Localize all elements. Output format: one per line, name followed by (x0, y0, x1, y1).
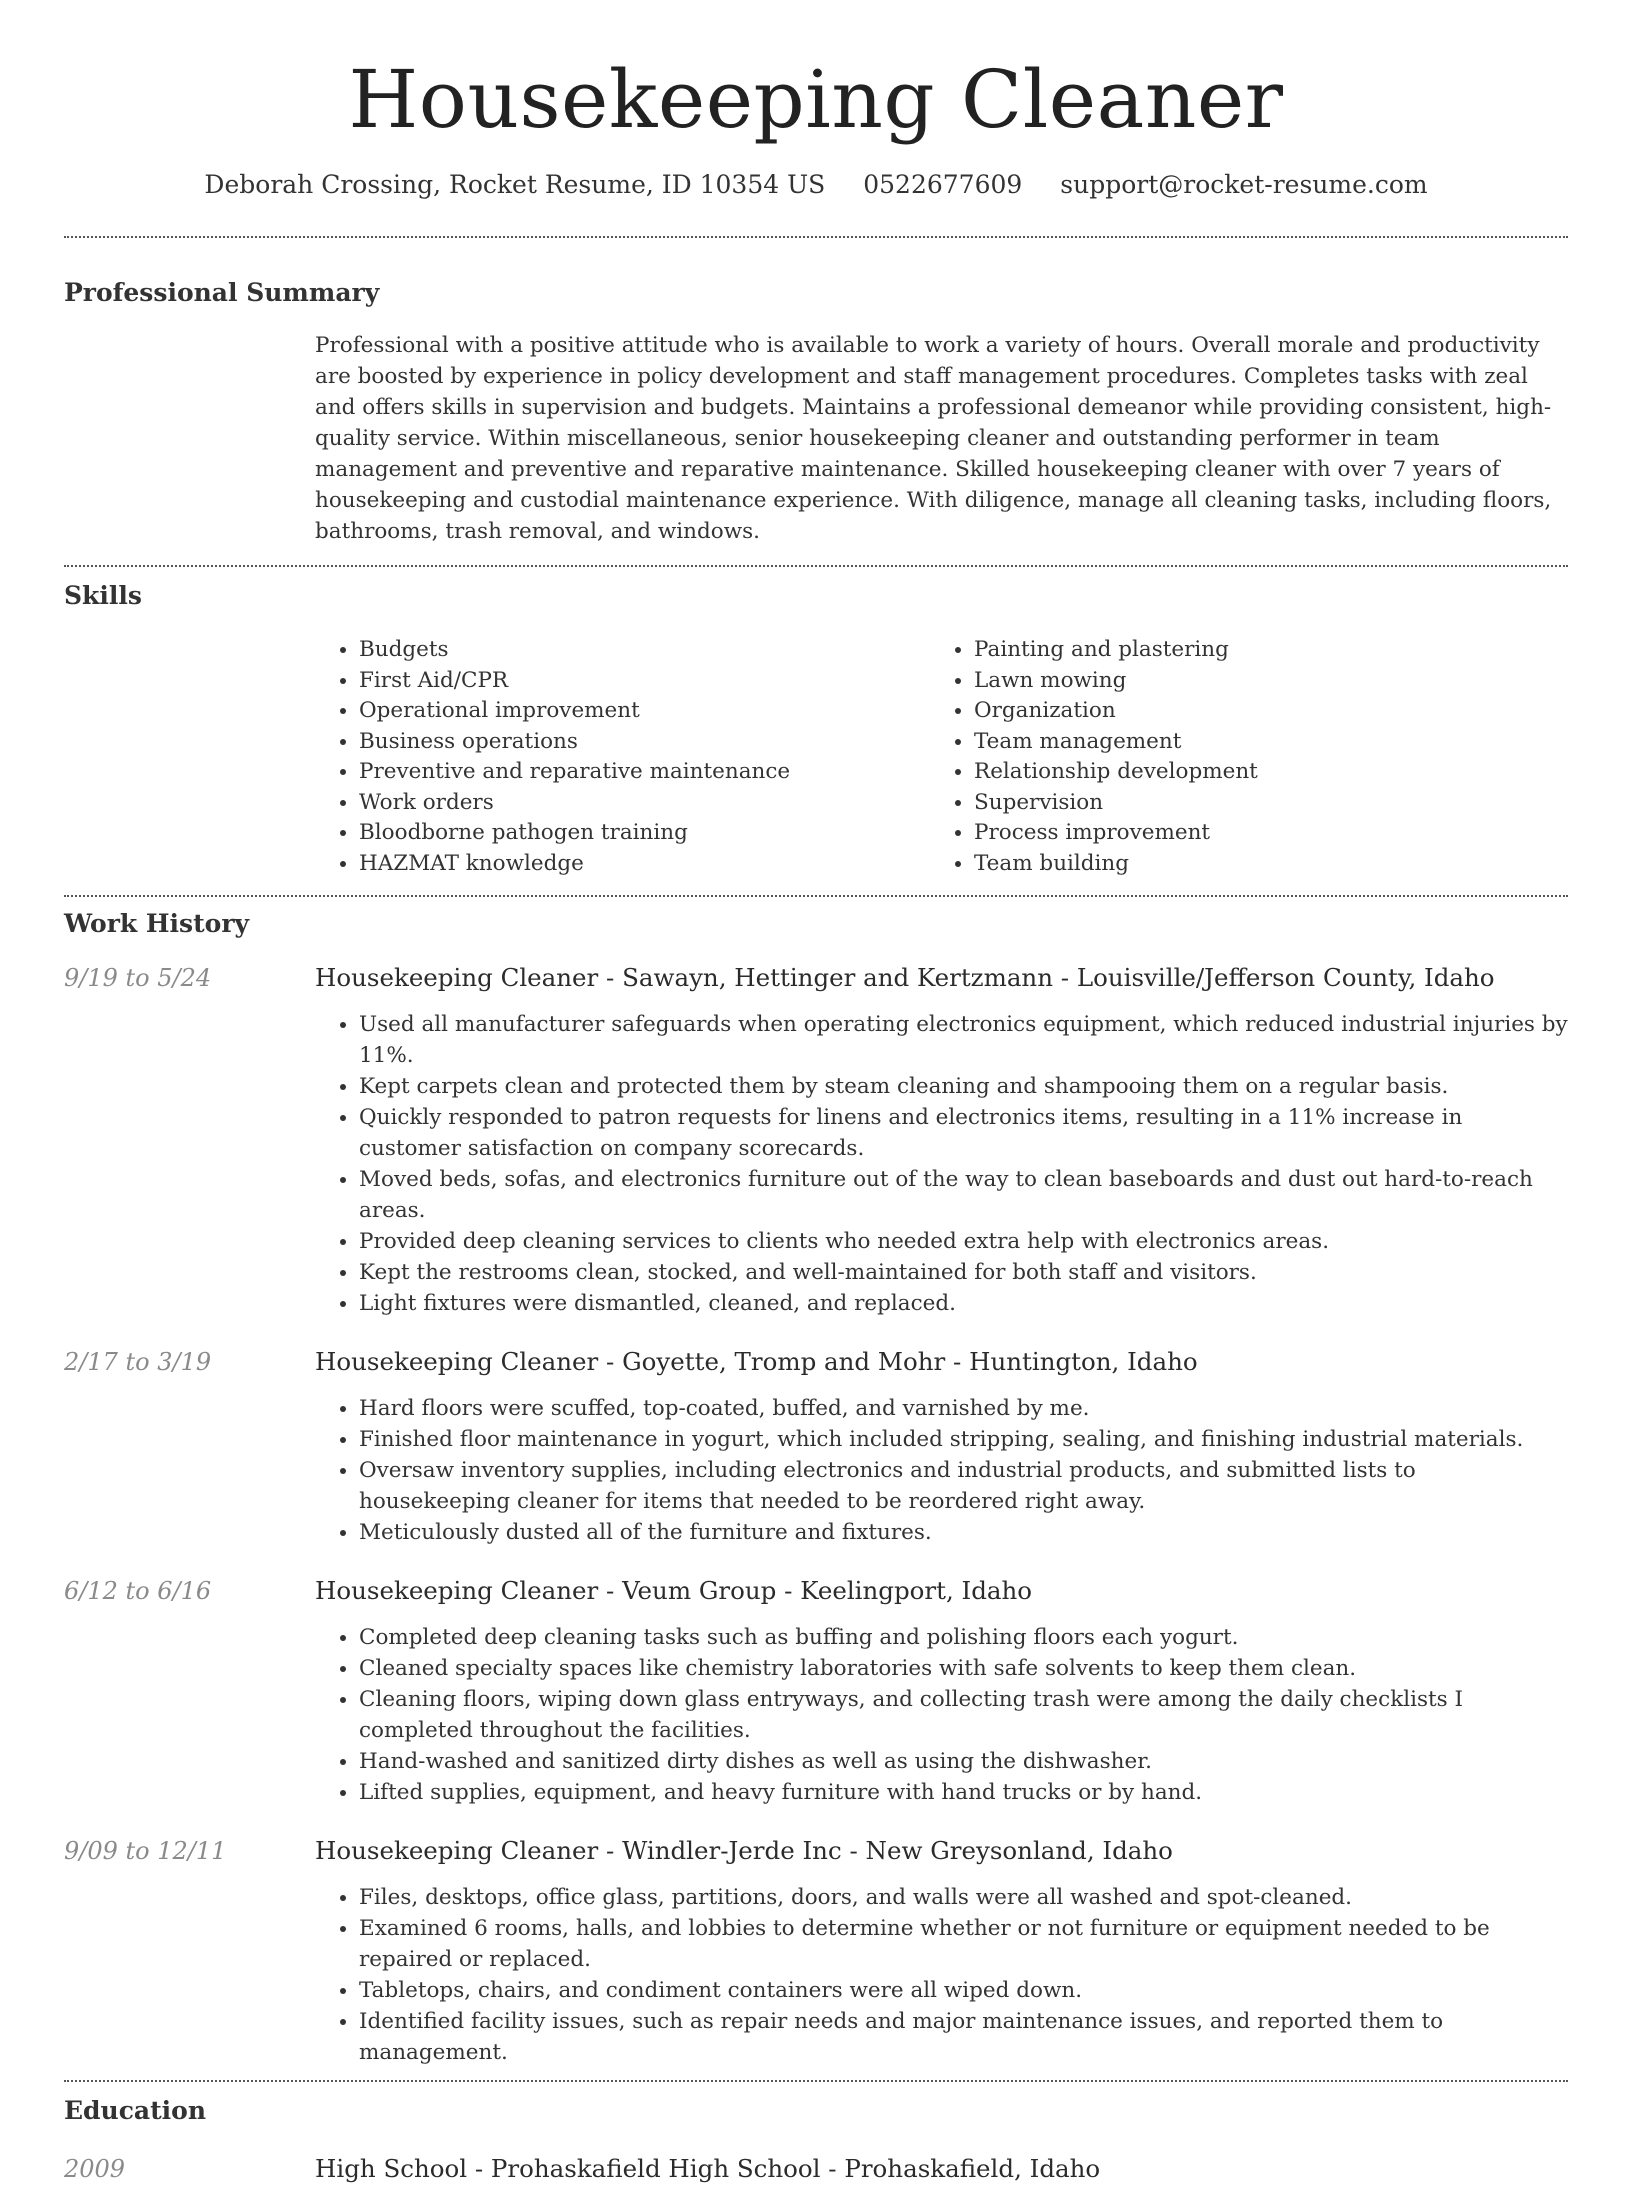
skill-item: • HAZMAT knowledge (359, 849, 930, 880)
resume-name: Housekeeping Cleaner (348, 53, 1284, 146)
job-date: 2/17 to 3/19 (64, 1348, 212, 1376)
job-date: 9/19 to 5/24 (64, 964, 212, 992)
education-title: High School - Prohaskafield High School - Prohaskafield, Idaho (315, 2154, 1101, 2183)
skill-item: • First Aid/CPR (359, 666, 930, 697)
skills-section (64, 579, 1568, 895)
summary-text: Professional with a positive attitude who is available to work a variety of hours. Overall morale and productivity are boosted by experience in policy development and staff management procedures. Completes tasks with zeal and offers skills in supervision and budgets. Maintains a professional demeanor while providing consistent, high-quality service. Within miscellaneous, senior housekeeping cleaner and outstanding performer in team management and preventive and reparative maintenance. Skilled housekeeping cleaner with over 7 years of housekeeping and custodial maintenance experience. With diligence, manage all cleaning tasks, including floors, bathrooms, trash removal, and windows. (315, 333, 1552, 544)
skills-list-left (315, 635, 930, 879)
job-entry (64, 1574, 1568, 1808)
job-list (64, 961, 1568, 2080)
job-title: Housekeeping Cleaner - Sawayn, Hettinger and Kertzmann - Louisville/Jefferson County, Idaho (315, 963, 1495, 992)
job-bullet: • Lifted supplies, equipment, and heavy furniture with hand trucks or by hand. (359, 1777, 1568, 1808)
job-bullet: • Used all manufacturer safeguards when operating electronics equipment, which reduced industrial injuries by 11%. (359, 1009, 1568, 1071)
job-bullet: • Meticulously dusted all of the furniture and fixtures. (359, 1517, 1568, 1548)
job-bullets (315, 1009, 1568, 1319)
skill-item: • Process improvement (974, 818, 1545, 849)
job-title: Housekeeping Cleaner - Windler-Jerde Inc - New Greysonland, Idaho (315, 1836, 1173, 1865)
job-bullets (315, 1882, 1568, 2068)
job-bullets (315, 1622, 1568, 1808)
job-bullet: • Moved beds, sofas, and electronics furniture out of the way to clean baseboards and dust out hard-to-reach areas. (359, 1164, 1568, 1226)
skill-item: • Relationship development (974, 757, 1545, 788)
section-title-summary: Professional Summary (64, 278, 380, 307)
job-title: Housekeeping Cleaner - Veum Group - Keelingport, Idaho (315, 1576, 1033, 1605)
skills-columns (315, 635, 1568, 895)
job-bullet: • Examined 6 rooms, halls, and lobbies to determine whether or not furniture or equipment needed to be repaired or replaced. (359, 1913, 1568, 1975)
contact-email: support@rocket-resume.com (1060, 170, 1428, 199)
professional-summary-section (64, 276, 1568, 565)
job-details (315, 961, 1568, 1319)
skill-item: • Lawn mowing (974, 666, 1545, 697)
skill-item: • Business operations (359, 727, 930, 758)
education-date: 2009 (64, 2155, 126, 2183)
divider (64, 565, 1568, 567)
section-title-skills: Skills (64, 581, 142, 610)
resume-page (64, 0, 1568, 2183)
job-date: 6/12 to 6/16 (64, 1577, 212, 1605)
job-bullet: • Provided deep cleaning services to clients who needed extra help with electronics areas. (359, 1226, 1568, 1257)
job-bullet: • Oversaw inventory supplies, including electronics and industrial products, and submitted lists to housekeeping cleaner for items that needed to be reordered right away. (359, 1455, 1568, 1517)
job-entry (64, 1345, 1568, 1548)
job-bullet: • Completed deep cleaning tasks such as buffing and polishing floors each yogurt. (359, 1622, 1568, 1653)
job-details (315, 1574, 1568, 1808)
section-title-education: Education (64, 2096, 207, 2125)
skill-item: • Operational improvement (359, 696, 930, 727)
job-bullet: • Hard floors were scuffed, top-coated, buffed, and varnished by me. (359, 1393, 1568, 1424)
skill-item: • Supervision (974, 788, 1545, 819)
skill-item: • Work orders (359, 788, 930, 819)
job-bullet: • Cleaned specialty spaces like chemistry laboratories with safe solvents to keep them clean. (359, 1653, 1568, 1684)
education-section (64, 2094, 1568, 2186)
divider (64, 236, 1568, 238)
skill-item: • Budgets (359, 635, 930, 666)
job-bullet: • Files, desktops, office glass, partitions, doors, and walls were all washed and spot-cleaned. (359, 1882, 1568, 1913)
job-bullet: • Cleaning floors, wiping down glass entryways, and collecting trash were among the daily checklists I completed throughout the facilities. (359, 1684, 1568, 1746)
job-bullet: • Identified facility issues, such as repair needs and major maintenance issues, and reported them to management. (359, 2006, 1568, 2068)
skill-item: • Bloodborne pathogen training (359, 818, 930, 849)
skill-item: • Preventive and reparative maintenance (359, 757, 930, 788)
education-entry (64, 2152, 1568, 2186)
job-entry (64, 1834, 1568, 2068)
divider (64, 895, 1568, 897)
job-bullet: • Kept carpets clean and protected them by steam cleaning and shampooing them on a regular basis. (359, 1071, 1568, 1102)
skill-item: • Team management (974, 727, 1545, 758)
job-bullet: • Quickly responded to patron requests for linens and electronics items, resulting in a 11% increase in customer satisfaction on company scorecards. (359, 1102, 1568, 1164)
skills-list-right (930, 635, 1545, 879)
job-entry (64, 961, 1568, 1319)
job-details (315, 1834, 1568, 2068)
section-title-work: Work History (64, 909, 250, 938)
contact-phone: 0522677609 (863, 170, 1023, 199)
skill-item: • Painting and plastering (974, 635, 1545, 666)
skill-item: • Organization (974, 696, 1545, 727)
job-bullet: • Finished floor maintenance in yogurt, which included stripping, sealing, and finishing industrial materials. (359, 1424, 1568, 1455)
skill-item: • Team building (974, 849, 1545, 880)
job-date: 9/09 to 12/11 (64, 1837, 227, 1865)
divider (64, 2080, 1568, 2082)
job-bullet: • Kept the restrooms clean, stocked, and well-maintained for both staff and visitors. (359, 1257, 1568, 1288)
contact-line (64, 168, 1568, 202)
job-bullets (315, 1393, 1568, 1548)
contact-address: Deborah Crossing, Rocket Resume, ID 10354 US (204, 170, 826, 199)
job-bullet: • Tabletops, chairs, and condiment containers were all wiped down. (359, 1975, 1568, 2006)
job-details (315, 1345, 1568, 1548)
job-bullet: • Light fixtures were dismantled, cleaned, and replaced. (359, 1288, 1568, 1319)
work-history-section (64, 907, 1568, 2080)
job-title: Housekeeping Cleaner - Goyette, Tromp and Mohr - Huntington, Idaho (315, 1347, 1198, 1376)
job-bullet: • Hand-washed and sanitized dirty dishes as well as using the dishwasher. (359, 1746, 1568, 1777)
